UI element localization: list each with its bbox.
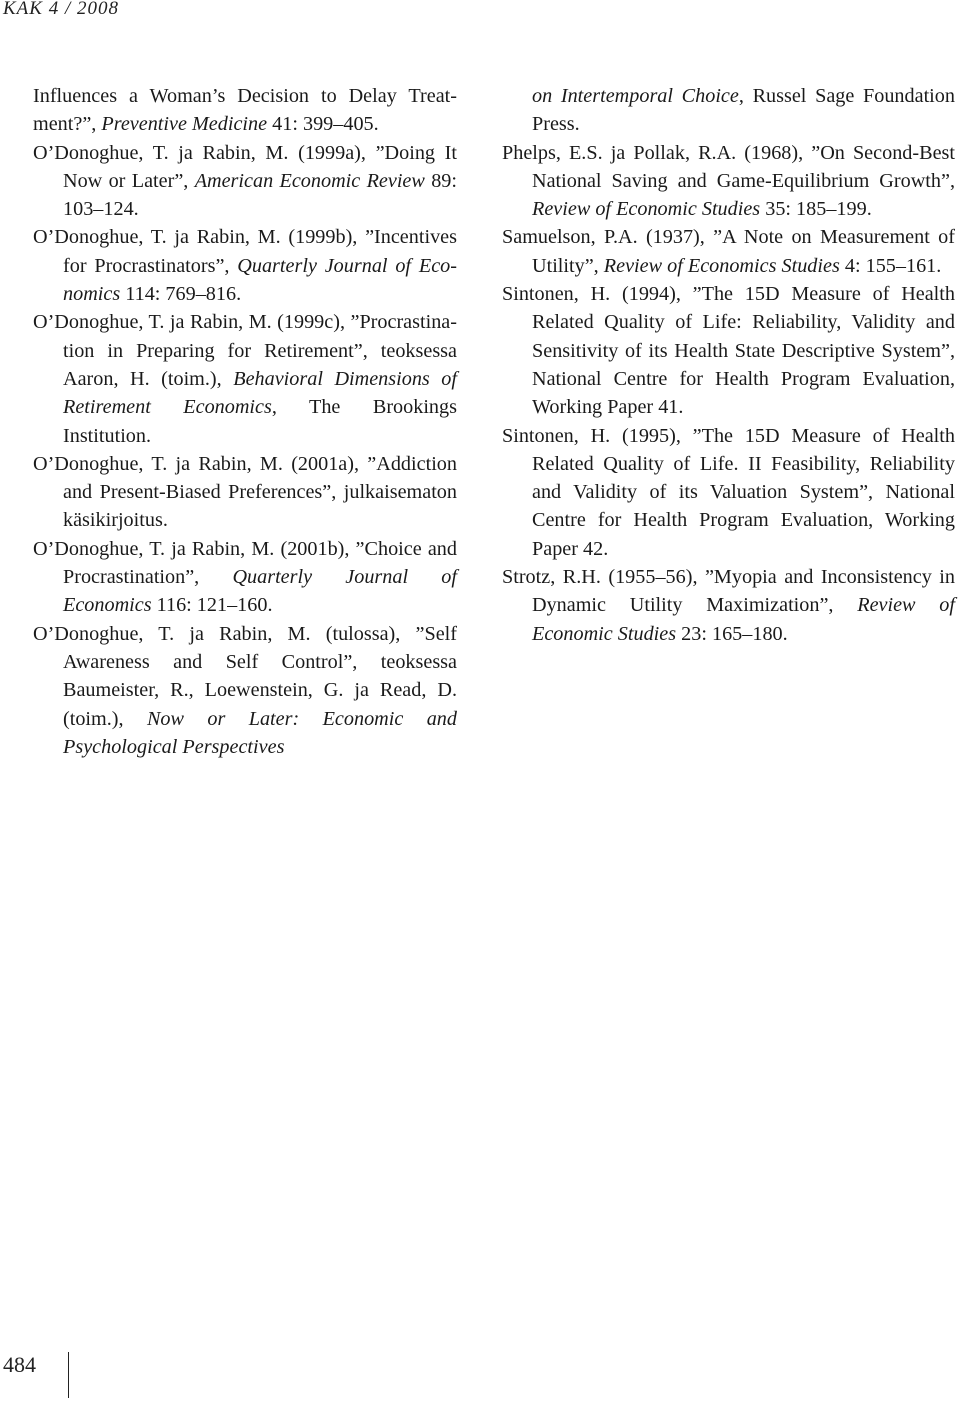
reference-entry: O’Donoghue, T. ja Rabin, M. (1999a), ”Doing It Now or Later”, American Economic Review 89: 103–124. [33,141,457,221]
reference-entry: O’Donoghue, T. ja Rabin, M. (1999b), ”Incentives for Procrastinators”, Quarterly Journal of Economics 114: 769–816. [33,226,457,306]
reference-entry: O’Donoghue, T. ja Rabin, M. (2001a), ”Addiction and Present-Biased Preferences”, julkaisematon käsikirjoitus. [33,452,457,532]
reference-entry: Samuelson, P.A. (1937), ”A Note on Measurement of Utility”, Review of Economics Studies 4: 155–161. [502,226,955,277]
reference-entry: Sintonen, H. (1994), ”The 15D Measure of Health Related Quality of Life: Reliability, Validity and Sensitivity of its Health State Descriptive System”, National Centre for Health Program Evaluation, Working Paper 41. [502,283,955,419]
reference-entry: Phelps, E.S. ja Pollak, R.A. (1968), ”On Second-Best National Saving and Game-Equilibrium Growth”, Review of Economic Studies 35: 185–199. [502,141,955,221]
reference-entry: Sintonen, H. (1995), ”The 15D Measure of Health Related Quality of Life. II Feasibility, Reliability and Validity of its Valuation System”, National Centre for Health Program Evaluation, Working Paper 42. [502,424,955,560]
page-number: 484 [3,1352,36,1377]
footer-divider [68,1352,69,1398]
reference-entry: O’Donoghue, T. ja Rabin, M. (2001b), ”Choice and Procrastination”, Quarterly Journal of Economics 116: 121–160. [33,537,457,617]
references-right-column [502,82,955,648]
reference-entry-continued: on Intertemporal Choice, Russel Sage Foundation Press. [532,85,955,136]
reference-entry: O’Donoghue, T. ja Rabin, M. (tulossa), ”Self Awareness and Self Control”, teoksessa Baumeister, R., Loewenstein, G. ja Read, D. (toim.), Now or Later: Economic and Psychological Perspectives [33,622,457,758]
reference-entry: Strotz, R.H. (1955–56), ”Myopia and Inconsistency in Dynamic Utility Maximization”, Review of Economic Studies 23: 165–180. [502,566,955,645]
references-left-column [33,82,457,761]
reference-entry: O’Donoghue, T. ja Rabin, M. (1999c), ”Procrastination in Preparing for Retirement”, teoksessa Aaron, H. (toim.), Behavioral Dimensions of Retirement Economics, The Brookings Institution. [33,311,457,447]
running-head: KAK 4 / 2008 [3,0,119,19]
reference-entry-continued: Influences a Woman’s Decision to Delay Treatment?”, Preventive Medicine 41: 399–405. [33,85,457,136]
